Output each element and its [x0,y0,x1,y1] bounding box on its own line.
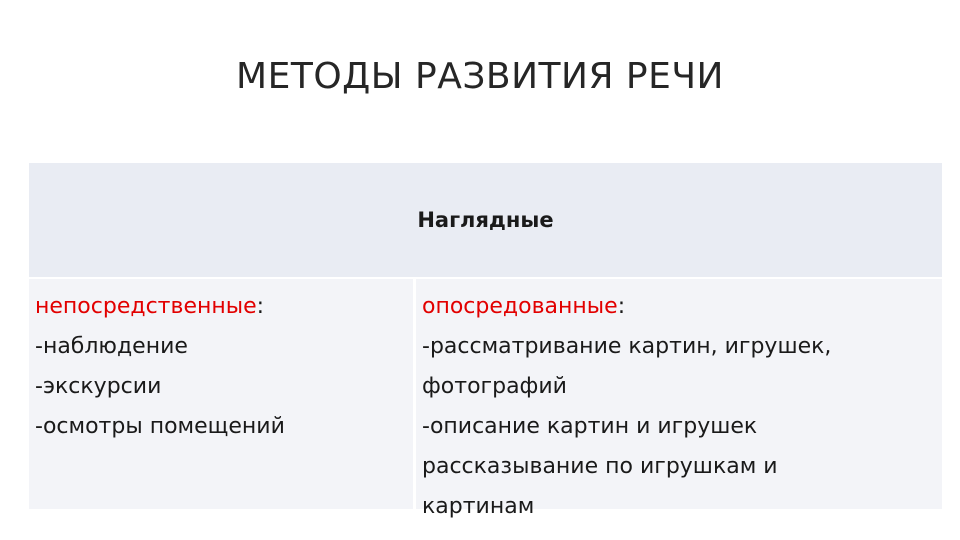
left-cell-heading [35,287,413,327]
left-heading-text: непосредственные [35,294,257,319]
right-heading-suffix: : [617,294,626,319]
list-item: -наблюдение [35,334,188,359]
list-item: -рассматривание картин, игрушек, [422,334,832,359]
list-item: рассказывание по игрушкам и [422,454,778,479]
right-heading-text: опосредованные [422,294,618,319]
list-item: -осмотры помещений [35,414,285,439]
left-cell [29,279,413,509]
list-item: картинам [422,494,535,519]
left-heading-suffix: : [256,294,265,319]
right-cell-heading [422,287,942,327]
table-header-cell [29,163,942,277]
list-item: -экскурсии [35,374,162,399]
table-header-text: Наглядные [417,208,554,232]
methods-table [29,163,942,519]
list-item: фотографий [422,374,567,399]
slide-title: МЕТОДЫ РАЗВИТИЯ РЕЧИ [236,56,724,97]
right-cell [416,279,942,519]
list-item: -описание картин и игрушек [422,414,758,439]
